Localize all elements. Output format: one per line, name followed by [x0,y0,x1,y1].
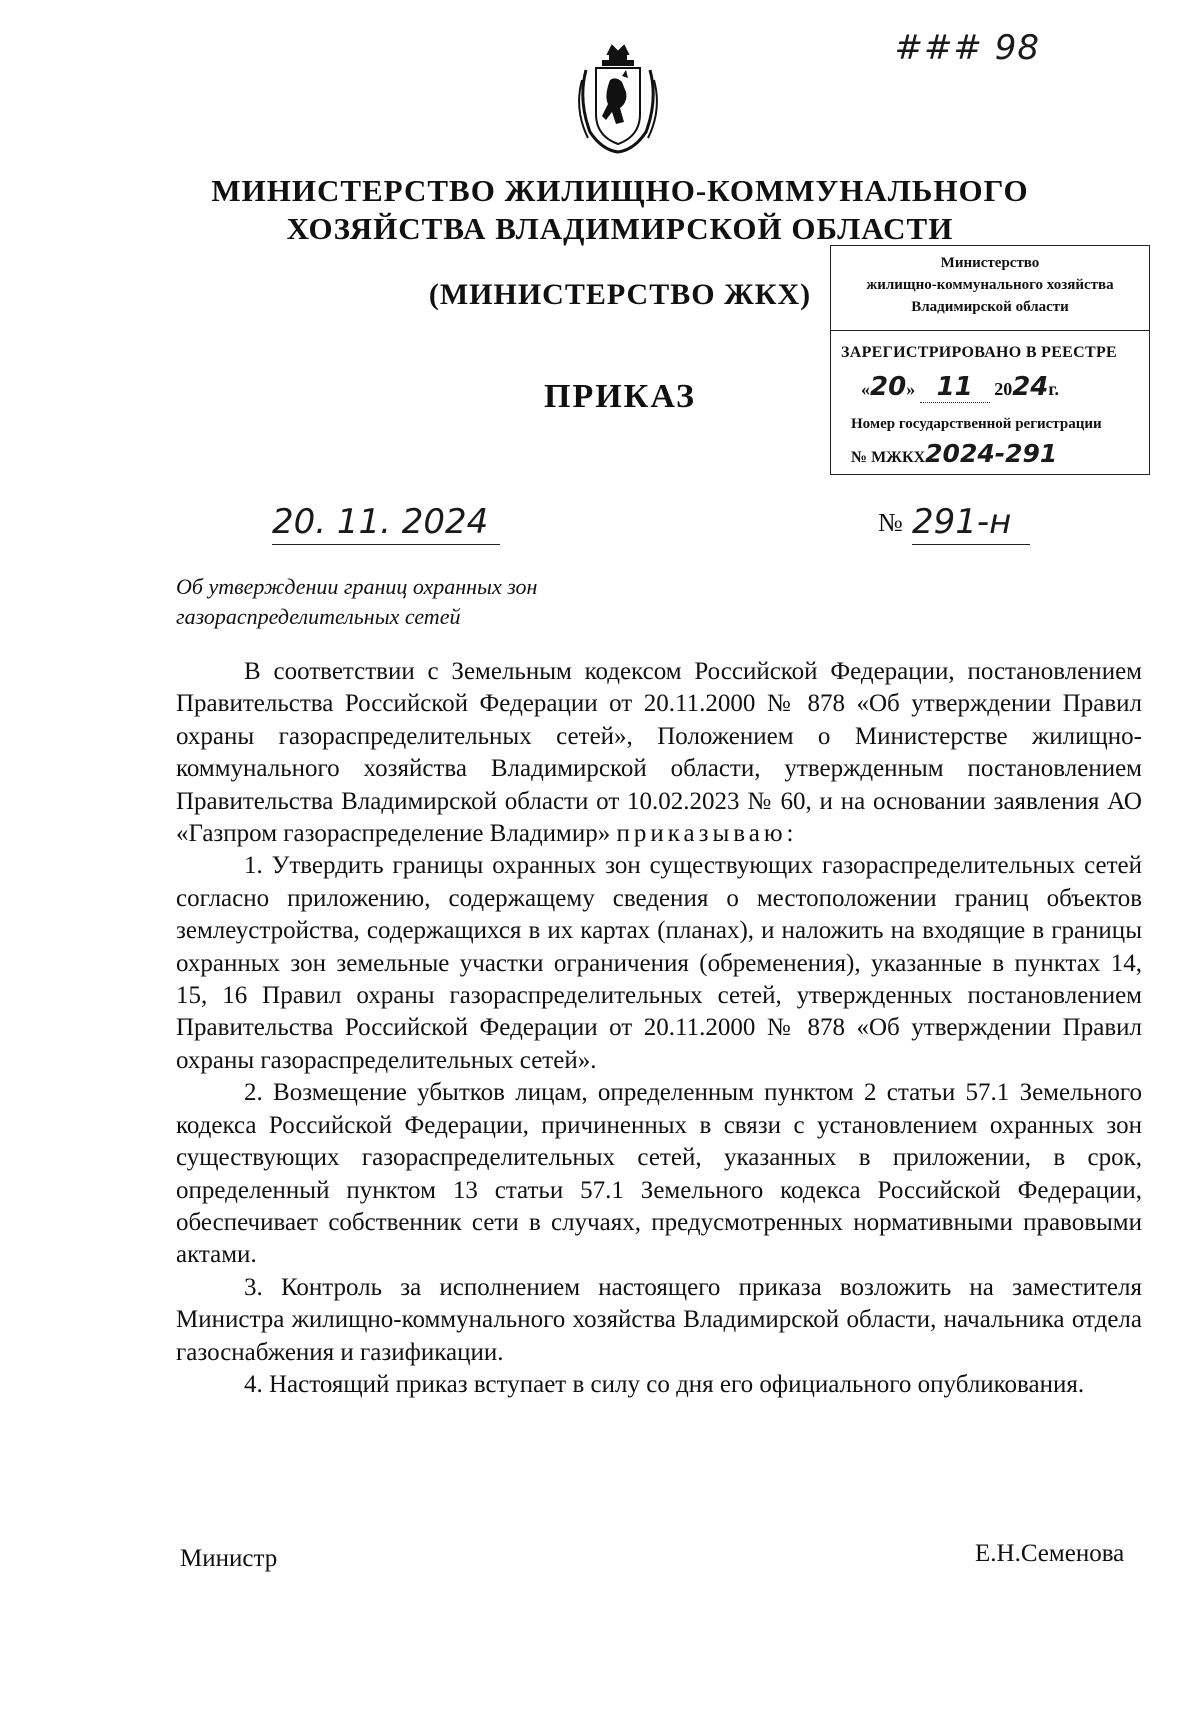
body-decree-word: приказываю: [616,820,798,848]
stamp-year-prefix: 20 [994,379,1013,399]
stamp-reg-number-label: Номер государственной регистрации [851,416,1102,432]
stamp-year-g: г. [1048,379,1060,399]
stamp-org-line2: жилищно-коммунального хозяйства [866,277,1114,293]
document-type-title: ПРИКАЗ [544,378,696,415]
order-number-sign: № [878,508,903,537]
stamp-org-line3: Владимирской области [911,299,1069,315]
body-intro-paragraph [176,656,1142,850]
ministry-title-line1: МИНИСТЕРСТВО ЖИЛИЩНО-КОММУНАЛЬНОГО [211,173,1029,208]
signatory-role: Министр [180,1545,278,1572]
order-body [176,656,1142,1401]
ministry-short-name: (МИНИСТЕРСТВО ЖКХ) [428,278,812,311]
order-subject-line2: газораспределительных сетей [176,604,461,629]
body-item-4: 4. Настоящий приказ вступает в силу со дня его официального опубликования. [244,1370,1085,1398]
order-subject-line1: Об утверждении границ охранных зон [176,574,538,599]
stamp-reg-value: 2024-291 [925,439,1058,468]
order-number: 291-н [912,502,1030,545]
stamp-reg-number [851,439,1057,468]
body-intro-text: В соответствии с Земельным кодексом Российской Федерации, постановлением Правительства Российской Федерации от 20.11.2000 № 878 «Об утверждении Правил охраны газораспределительных сетей», Положением о Министерстве жилищно-коммунального хозяйства Владимирской области, утвержденным постановлением Правительства Владимирской области от 10.02.2023 № 60, и на основании заявления АО «Газпром газораспределение Владимир» [176,658,1142,848]
stamp-organization [831,246,1149,331]
stamp-reg-prefix: № МЖКХ [851,449,926,466]
stamp-registered-label: ЗАРЕГИСТРИРОВАНО В РЕЕСТРЕ [841,344,1118,361]
registry-stamp [830,245,1150,475]
stamp-org-line1: Министерство [940,255,1040,271]
coat-of-arms-emblem [572,40,664,160]
signatory-name: Е.Н.Семенова [975,1540,1125,1567]
stamp-day: 20 [870,372,907,402]
stamp-year-suffix: 24 [1012,372,1049,402]
body-item-3: 3. Контроль за исполнением настоящего приказа возложить на заместителя Министра жилищно-коммунального хозяйства Владимирской области, начальника отдела газоснабжения и газификации. [176,1273,1142,1366]
order-subject [176,572,537,632]
stamp-date: «20» 11 2024г. [861,372,1060,402]
body-item-1: 1. Утвердить границы охранных зон существующих газораспределительных сетей согласно приложению, содержащему сведения о местоположении границ объектов землеустройства, содержащихся в их картах (планах), и наложить на входящие в границы охранных зон земельные участки ограничения (обременения), указанные в пунктах 14, 15, 16 Правил охраны газораспределительных сетей, утвержденных постановлением Правительства Российской Федерации от 20.11.2000 № 878 «Об утверждении Правил охраны газораспределительных сетей». [176,852,1142,1074]
stamp-month: 11 [920,372,990,403]
body-item-2: 2. Возмещение убытков лицам, определенным пунктом 2 статьи 57.1 Земельного кодекса Российской Федерации, причиненных в связи с установлением охранных зон существующих газораспределительных сетей, указанных в приложении, в срок, определенный пунктом 13 статьи 57.1 Земельного кодекса Российской Федерации, обеспечивает собственник сети в случаях, предусмотренных нормативными правовыми актами. [176,1079,1142,1269]
order-date: 20. 11. 2024 [272,502,500,545]
ministry-title [200,172,1040,248]
ministry-title-line2: ХОЗЯЙСТВА ВЛАДИМИРСКОЙ ОБЛАСТИ [286,211,954,246]
handwritten-archive-mark: ### 98 [894,28,1040,68]
